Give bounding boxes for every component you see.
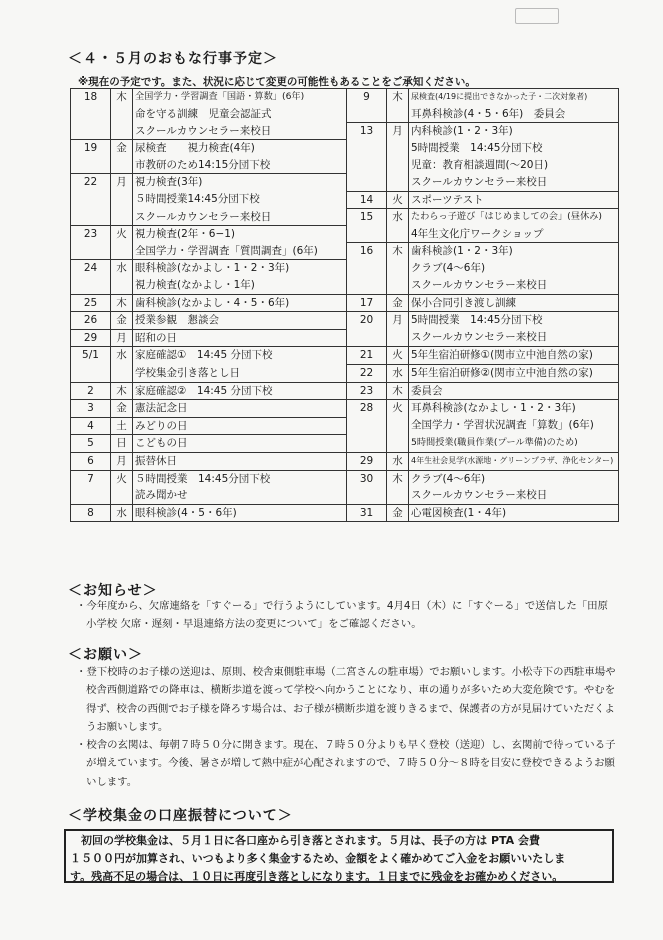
right-date: 30 — [347, 470, 387, 504]
right-event: スポーツテスト — [409, 191, 619, 209]
left-event: 昭和の日 — [133, 329, 347, 347]
request-body — [72, 663, 618, 791]
schedule-line — [71, 329, 619, 347]
schedule-line — [71, 260, 619, 277]
right-weekday: 火 — [387, 191, 409, 209]
left-date: 8 — [71, 504, 111, 522]
schedule-line — [71, 140, 619, 157]
right-date: 29 — [347, 452, 387, 470]
left-event: スクールカウンセラー来校日 — [133, 209, 347, 226]
right-event: 委員会 — [409, 382, 619, 400]
right-event: 5時間授業 14:45分団下校 — [409, 140, 619, 157]
right-weekday: 木 — [387, 470, 409, 504]
schedule-line — [71, 347, 619, 365]
left-weekday: 金 — [111, 400, 133, 418]
right-date: 14 — [347, 191, 387, 209]
left-weekday: 土 — [111, 417, 133, 435]
left-event: 家庭確認① 14:45 分団下校 — [133, 347, 347, 365]
schedule-line — [71, 226, 619, 243]
right-event: クラブ(4〜6年) — [409, 260, 619, 277]
right-weekday: 木 — [387, 89, 409, 123]
left-event: ５時間授業 14:45分団下校 — [133, 470, 347, 487]
left-weekday: 木 — [111, 89, 133, 140]
right-event: 全国学力・学習状況調査「算数」(6年) — [409, 417, 619, 435]
right-date: 16 — [347, 243, 387, 294]
left-weekday: 金 — [111, 312, 133, 330]
right-event: 耳鼻科検診(4・5・6年) 委員会 — [409, 106, 619, 123]
left-event: 視力検査(3年) — [133, 174, 347, 191]
left-date: 26 — [71, 312, 111, 330]
schedule-line — [71, 89, 619, 106]
left-date: 18 — [71, 89, 111, 140]
right-event: スクールカウンセラー来校日 — [409, 329, 619, 347]
left-event: 学校集金引き落とし日 — [133, 365, 347, 383]
right-event: 4年生社会見学(水源地・グリーンプラザ、浄化センター) — [409, 452, 619, 470]
schedule-line — [71, 174, 619, 191]
right-event: スクールカウンセラー来校日 — [409, 277, 619, 294]
left-event: 憲法記念日 — [133, 400, 347, 418]
notice-title: ＜お知らせ＞ — [68, 583, 158, 599]
left-event: 眼科検診(なかよし・1・2・3年) — [133, 260, 347, 277]
left-event: 読み聞かせ — [133, 487, 347, 504]
left-date: 24 — [71, 260, 111, 294]
right-event: 4年生文化庁ワークショップ — [409, 226, 619, 243]
left-event: ５時間授業14:45分団下校 — [133, 191, 347, 209]
right-event: たわらっ子遊び「はじめましての会」(昼休み) — [409, 209, 619, 226]
right-event: 耳鼻科検診(なかよし・1・2・3年) — [409, 400, 619, 418]
schedule-table — [70, 88, 619, 522]
right-weekday: 火 — [387, 400, 409, 453]
schedule-line — [71, 191, 619, 209]
left-weekday: 月 — [111, 174, 133, 226]
left-date: 7 — [71, 470, 111, 504]
schedule-line — [71, 243, 619, 260]
right-event: 5年生宿泊研修①(関市立中池自然の家) — [409, 347, 619, 365]
schedule-line — [71, 312, 619, 330]
right-date: 13 — [347, 123, 387, 191]
left-date: 5 — [71, 435, 111, 453]
right-date: 31 — [347, 504, 387, 522]
left-weekday: 日 — [111, 435, 133, 453]
right-date: 17 — [347, 294, 387, 312]
right-date: 23 — [347, 382, 387, 400]
right-weekday: 木 — [387, 382, 409, 400]
left-event: 命を守る訓練 児童会認証式 — [133, 106, 347, 123]
left-event: 授業参観 懇談会 — [133, 312, 347, 330]
left-weekday: 水 — [111, 347, 133, 382]
right-event: 5時間授業(職員作業(プール準備)のため) — [409, 435, 619, 453]
notice-body — [72, 597, 618, 634]
schedule-line — [71, 209, 619, 226]
right-weekday: 月 — [387, 312, 409, 347]
fee-line-2: １５００円が加算され、いつもより多く集金するため、金額をよく確かめてご入金をお願いいたしま — [70, 852, 566, 865]
left-event: 歯科検診(なかよし・4・5・6年) — [133, 294, 347, 312]
request-title: ＜お願い＞ — [68, 647, 143, 663]
schedule-line — [71, 294, 619, 312]
right-date: 21 — [347, 347, 387, 365]
right-date: 22 — [347, 365, 387, 383]
left-date: 3 — [71, 400, 111, 418]
right-weekday: 木 — [387, 243, 409, 294]
right-event: 保小合同引き渡し訓練 — [409, 294, 619, 312]
left-date: 5/1 — [71, 347, 111, 382]
request-line-2: ・校舎の玄関は、毎朝７時５０分に開きます。現在、７時５０分よりも早く登校（送迎）し、玄関前で待っている子が増えています。今後、暑さが増して熱中症が心配されますので、７時５０分〜８時を目安に登校できるようお願いします。 — [76, 739, 616, 788]
left-event: 市教研のため14:15分団下校 — [133, 157, 347, 174]
schedule-line — [71, 417, 619, 435]
right-event: クラブ(4〜6年) — [409, 470, 619, 487]
schedule-line — [71, 106, 619, 123]
schedule-line — [71, 365, 619, 383]
left-date: 23 — [71, 226, 111, 260]
left-event: 視力検査(2年・6−1) — [133, 226, 347, 243]
right-weekday: 水 — [387, 209, 409, 243]
fee-line-1: 初回の学校集金は、５月１日に各口座から引き落とされます。５月は、長子の方は PTA 会費 — [70, 834, 541, 847]
schedule-line — [71, 123, 619, 140]
left-date: 6 — [71, 452, 111, 470]
schedule-line — [71, 435, 619, 453]
notice-line: ・今年度から、欠席連絡を「すぐーる」で行うようにしています。4月4日（木）に「すぐーる」で送信した「田原小学校 欠席・遅刻・早退連絡方法の変更について」をご確認ください。 — [76, 600, 608, 631]
left-date: 19 — [71, 140, 111, 174]
right-event: スクールカウンセラー来校日 — [409, 174, 619, 191]
left-weekday: 月 — [111, 329, 133, 347]
schedule-line — [71, 504, 619, 522]
left-weekday: 火 — [111, 226, 133, 260]
schedule-title: ＜４・５月のおもな行事予定＞ — [68, 51, 278, 67]
schedule-line — [71, 400, 619, 418]
left-event: 全国学力・学習調査「質問調査」(6年) — [133, 243, 347, 260]
right-event: 歯科検診(1・2・3年) — [409, 243, 619, 260]
left-event: 全国学力・学習調査「国語・算数」(6年) — [133, 89, 347, 106]
right-date: 9 — [347, 89, 387, 123]
left-event: 尿検査 視力検査(4年) — [133, 140, 347, 157]
right-event: 5年生宿泊研修②(関市立中池自然の家) — [409, 365, 619, 383]
left-event: 眼科検診(4・5・6年) — [133, 504, 347, 522]
left-date: 29 — [71, 329, 111, 347]
request-line-1: ・登下校時のお子様の送迎は、原則、校舎東側駐車場（二宮さんの駐車場）でお願いします。小松寺下の西駐車場や校舎西側道路での降車は、横断歩道を渡って学校へ向かうことになり、車の通りが多いため大変危険です。やむを得ず、校舎の西側でお子様を降ろす場合は、お子様が横断歩道を渡りきるまで、保護者の方が見届けていただくようお願いします。 — [76, 666, 616, 733]
left-event: 視力検査(なかよし・1年) — [133, 277, 347, 294]
left-date: 2 — [71, 382, 111, 400]
right-weekday: 金 — [387, 294, 409, 312]
right-event: 5時間授業 14:45分団下校 — [409, 312, 619, 330]
schedule-note: ※現在の予定です。また、状況に応じて変更の可能性もあることをご承知ください。 — [78, 76, 476, 88]
left-event: 振替休日 — [133, 452, 347, 470]
right-weekday: 火 — [387, 347, 409, 365]
right-weekday: 水 — [387, 452, 409, 470]
left-date: 25 — [71, 294, 111, 312]
left-weekday: 月 — [111, 452, 133, 470]
schedule-line — [71, 487, 619, 504]
corner-mark — [515, 8, 559, 24]
right-weekday: 金 — [387, 504, 409, 522]
right-event: スクールカウンセラー来校日 — [409, 487, 619, 504]
right-date: 20 — [347, 312, 387, 347]
left-date: 4 — [71, 417, 111, 435]
right-weekday: 月 — [387, 123, 409, 191]
right-event: 心電図検査(1・4年) — [409, 504, 619, 522]
left-event: こどもの日 — [133, 435, 347, 453]
right-date: 15 — [347, 209, 387, 243]
right-weekday: 水 — [387, 365, 409, 383]
right-date: 28 — [347, 400, 387, 453]
left-weekday: 水 — [111, 260, 133, 294]
right-event: 児童：教育相談週間(〜20日) — [409, 157, 619, 174]
fee-box — [64, 829, 614, 883]
left-weekday: 木 — [111, 294, 133, 312]
left-weekday: 火 — [111, 470, 133, 504]
fee-title: ＜学校集金の口座振替について＞ — [68, 808, 293, 824]
schedule-line — [71, 470, 619, 487]
left-event: 家庭確認② 14:45 分団下校 — [133, 382, 347, 400]
left-event: みどりの日 — [133, 417, 347, 435]
left-date: 22 — [71, 174, 111, 226]
right-event: 内科検診(1・2・3年) — [409, 123, 619, 140]
left-weekday: 金 — [111, 140, 133, 174]
schedule-line — [71, 157, 619, 174]
left-weekday: 水 — [111, 504, 133, 522]
left-event: スクールカウンセラー来校日 — [133, 123, 347, 140]
schedule-line — [71, 277, 619, 294]
left-weekday: 木 — [111, 382, 133, 400]
schedule-line — [71, 452, 619, 470]
right-event: 尿検査(4/19に提出できなかった子・二次対象者) — [409, 89, 619, 106]
schedule-line — [71, 382, 619, 400]
fee-line-3: す。残高不足の場合は、１０日に再度引き落としになります。１日までに残金をお確かめください。 — [70, 870, 564, 883]
